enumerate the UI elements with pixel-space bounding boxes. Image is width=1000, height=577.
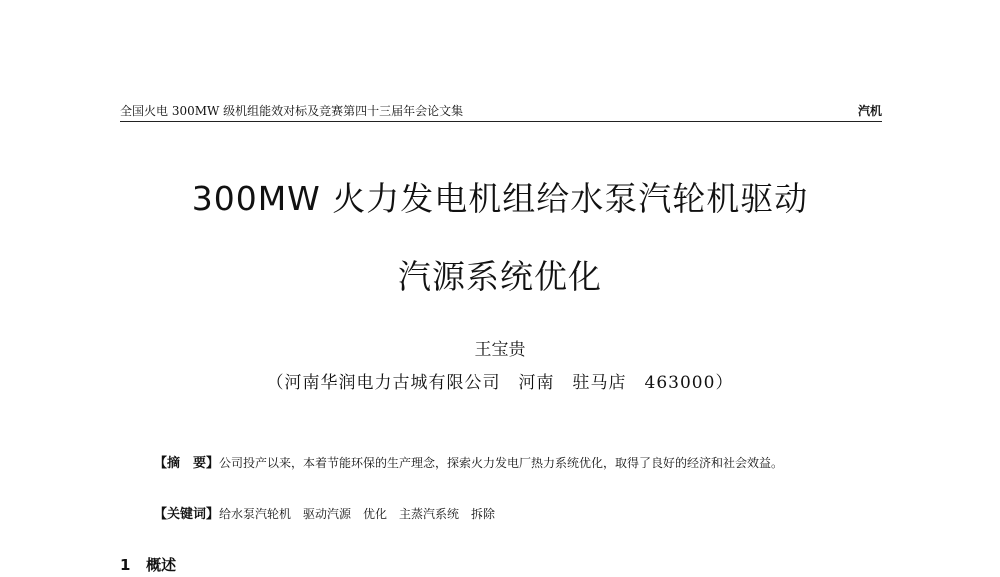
section-number: 1 bbox=[120, 556, 131, 574]
paper-title-line-1: 300MW 火力发电机组给水泵汽轮机驱动 bbox=[191, 179, 809, 218]
section-title: 概述 bbox=[146, 556, 177, 574]
author-affiliation: （河南华润电力古城有限公司 河南 驻马店 463000） bbox=[266, 373, 734, 393]
abstract-label: 【摘 要】 bbox=[154, 456, 220, 471]
header-category: 汽机 bbox=[857, 104, 882, 118]
abstract-text: 公司投产以来，本着节能环保的生产理念，探索火力发电厂热力系统优化，取得了良好的经济和社会效益。 bbox=[219, 456, 784, 470]
paper-title-line-2: 汽源系统优化 bbox=[398, 257, 602, 296]
abstract bbox=[120, 452, 882, 475]
author-name: 王宝贵 bbox=[474, 340, 526, 360]
running-header bbox=[120, 103, 882, 122]
keywords-label: 【关键词】 bbox=[154, 507, 220, 522]
header-proceedings-title: 全国火电 300MW 级机组能效对标及竞赛第四十三届年会论文集 bbox=[120, 104, 464, 118]
keywords-text: 给水泵汽轮机 驱动汽源 优化 主蒸汽系统 拆除 bbox=[219, 507, 496, 521]
keywords bbox=[154, 505, 894, 524]
section-heading bbox=[120, 555, 176, 575]
